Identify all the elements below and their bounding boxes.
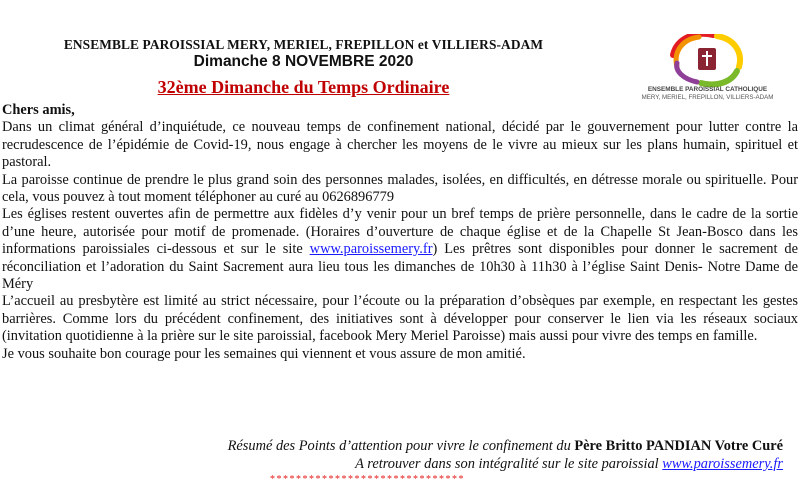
paragraph-care: La paroisse continue de prendre le plus grand soin des personnes malades, isolées, en difficultés, en détresse morale ou spirituelle. Pour cela, vous pouvez à tout moment téléphoner au curé au 0626896779 xyxy=(2,171,798,206)
paragraph-closing: Je vous souhaite bon courage pour les semaines qui viennent et vous assure de mon amitié. xyxy=(2,345,526,362)
summary-line-2: A retrouver dans son intégralité sur le site paroissial www.paroissemery.fr xyxy=(355,455,783,472)
logo-caption-towns: MERY, MERIEL, FREPILLON, VILLIERS-ADAM xyxy=(641,94,774,101)
parish-group-title: ENSEMBLE PAROISSIAL MERY, MERIEL, FREPILLON et VILLIERS-ADAM xyxy=(63,37,544,52)
bulletin-date: Dimanche 8 NOVEMBRE 2020 xyxy=(193,53,414,70)
priest-signature: Père Britto PANDIAN Votre Curé xyxy=(574,438,783,454)
paragraph-churches xyxy=(2,206,798,293)
liturgical-sunday-title: 32ème Dimanche du Temps Ordinaire xyxy=(157,77,450,97)
bulletin-header xyxy=(0,0,803,112)
paragraph-churches-part2: ) Les prêtres sont disponibles pour donner le sacrement de réconciliation et l’adoration du Saint Sacrement aura lieu tous les dimanches de 10h30 à 11h30 à l’église Saint Denis- Notre Dame de Méry xyxy=(2,241,798,293)
letter-greeting: Chers amis, xyxy=(2,102,75,118)
logo-caption-title: ENSEMBLE PAROISSIAL CATHOLIQUE xyxy=(647,86,768,93)
star-separator: ****************************** xyxy=(270,474,465,485)
parish-website-link-footer[interactable]: www.paroissemery.fr xyxy=(662,455,783,472)
paragraph-presbytery: L’accueil au presbytère est limité au strict nécessaire, pour l’écoute ou la préparation d’obsèques par exemple, en respectant les gestes barrières. Comme lors du précédent confinement, des initiatives sont à développer pour conserver le lien via les réseaux sociaux (invitation quotidienne à la prière sur le site paroissial, facebook Mery Meriel Paroisse) mais aussi pour vivre des temps en famille. xyxy=(2,293,798,345)
paragraph-confinement: Dans un climat général d’inquiétude, ce nouveau temps de confinement national, décidé par le gouvernement pour lutter contre la recrudescence de l’épidémie de Covid-19, nous engage à chercher les moyens de le vivre au mieux sur les plans humain, spirituel et pastoral. xyxy=(2,119,798,171)
summary-line-1: Résumé des Points d’attention pour vivre le confinement du Père Britto PANDIAN Votre Curé xyxy=(227,438,783,454)
paragraph-churches-part1: Les églises restent ouvertes afin de permettre aux fidèles d’y venir pour un bref temps de prière personnelle, dans le cadre de la sortie d’une heure, autorisée pour motif de promenade. (Horaires d’ouverture de chaque église et de la Chapelle St Jean-Bosco dans les informations paroissiales ci-dessous et sur le site xyxy=(2,206,798,258)
parish-website-link[interactable]: www.paroissemery.fr xyxy=(309,241,433,258)
summary-note xyxy=(228,438,783,474)
logo-caption xyxy=(614,86,801,102)
pastoral-letter xyxy=(2,102,798,363)
